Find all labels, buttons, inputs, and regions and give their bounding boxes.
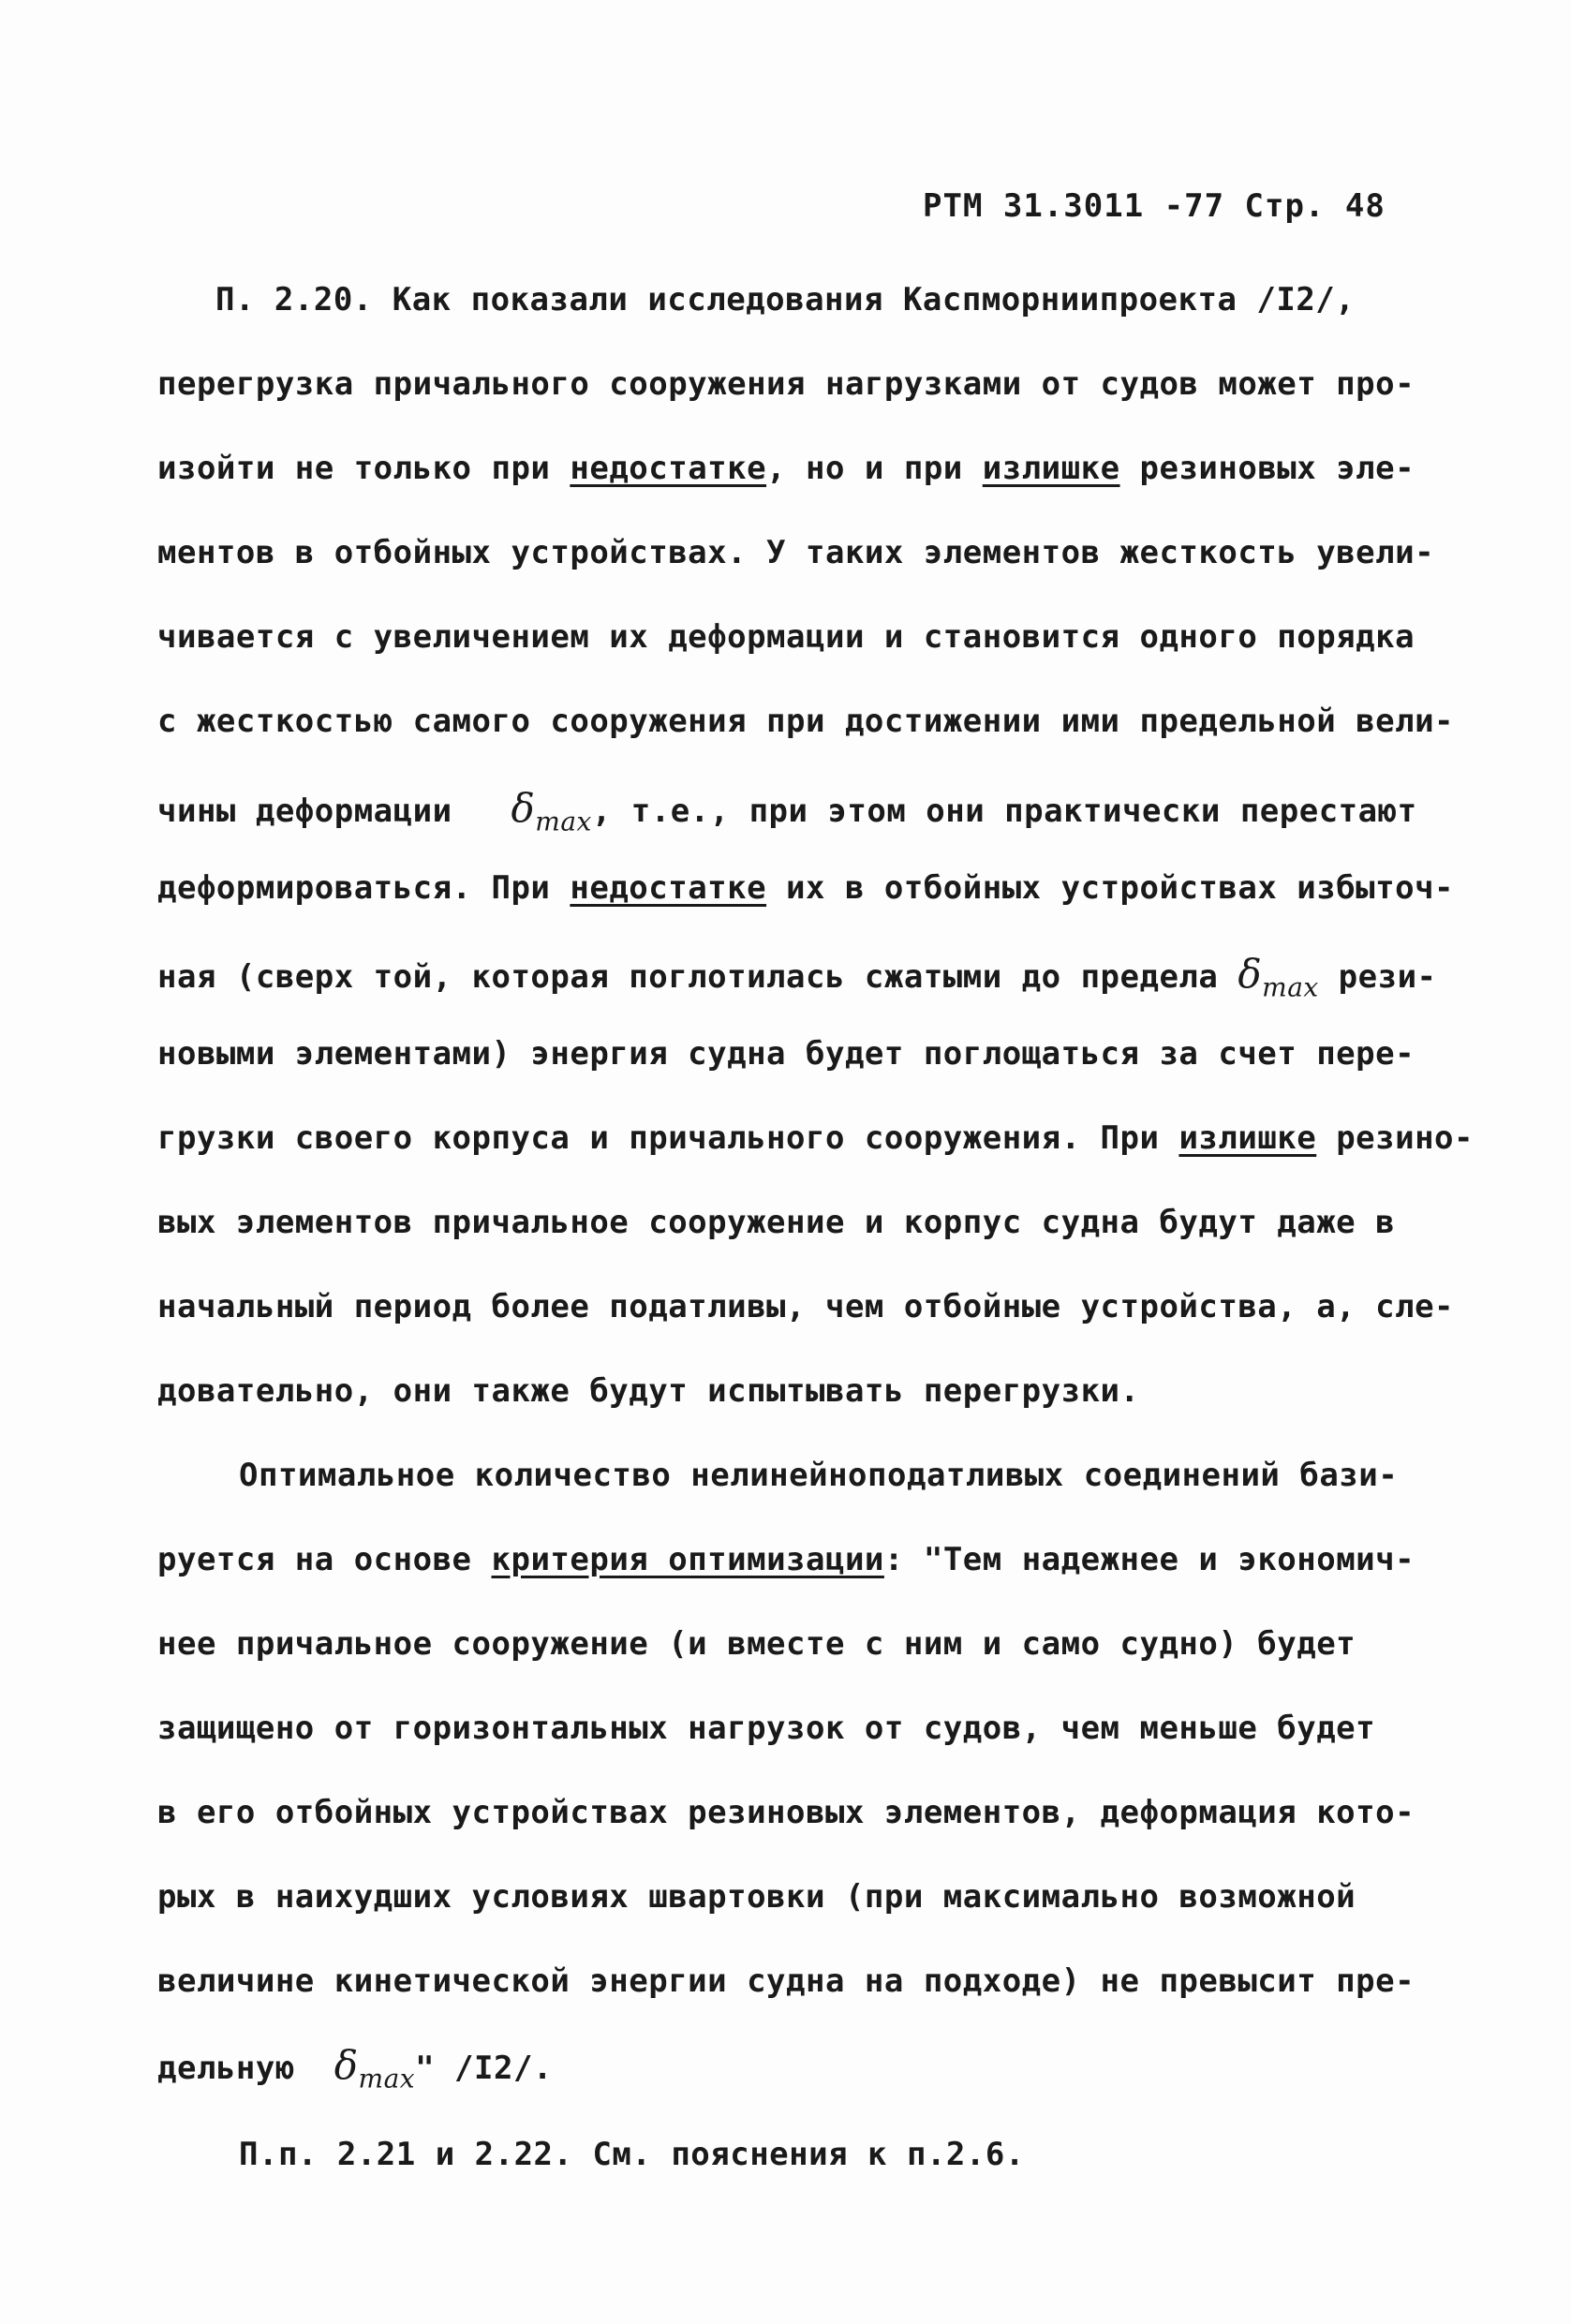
delta-max-symbol: $\delta_{max}$ xyxy=(333,2042,416,2095)
para2-line: величине кинетической энергии судна на подходе) не превысит пре- xyxy=(157,1962,1415,2000)
para2-line: руется на основе критерия оптимизации: "Тем надежнее и экономич- xyxy=(157,1541,1415,1578)
para1-line: довательно, они также будут испытывать перегрузки. xyxy=(157,1372,1140,1410)
para1-line: вых элементов причальное сооружение и корпус судна будут даже в xyxy=(157,1204,1396,1241)
para2-line: в его отбойных устройствах резиновых элементов, деформация кото- xyxy=(157,1794,1415,1831)
para1-line: деформироваться. При недостатке их в отбойных устройствах избыточ- xyxy=(157,869,1455,907)
underlined-term: недостатке xyxy=(570,869,767,907)
para1-line: П. 2.20. Как показали исследования Каспморниипроекта /I2/, xyxy=(215,281,1356,318)
para1-line: начальный период более податливы, чем отбойные устройства, а, сле- xyxy=(157,1288,1455,1325)
para2-line: рых в наихудших условиях швартовки (при максимально возможной xyxy=(157,1878,1356,1916)
delta-max-symbol: $\delta_{max}$ xyxy=(1238,951,1319,1003)
para1-line: перегрузка причального сооружения нагрузками от судов может про- xyxy=(157,365,1415,403)
para2-line: защищено от горизонтальных нагрузок от судов, чем меньше будет xyxy=(157,1710,1376,1747)
underlined-term: критерия оптимизации xyxy=(491,1541,884,1578)
para1-line: чины деформации $\delta_{max}$, т.е., при этом они практически перестают xyxy=(157,785,1417,837)
para2-line: нее причальное сооружение (и вместе с ним и само судно) будет xyxy=(157,1625,1356,1663)
underlined-term: излишке xyxy=(982,450,1120,487)
page-header: РТМ 31.3011 -77 Стр. 48 xyxy=(923,187,1386,225)
delta-max-symbol: $\delta_{max}$ xyxy=(511,785,592,837)
para3-line: П.п. 2.21 и 2.22. См. пояснения к п.2.6. xyxy=(239,2136,1025,2173)
para2-line: дельную $\delta_{max}$" /I2/. xyxy=(157,2042,553,2095)
para1-line: грузки своего корпуса и причального сооружения. При излишке резино- xyxy=(157,1119,1474,1157)
para1-line: с жесткостью самого сооружения при достижении ими предельной вели- xyxy=(157,703,1455,740)
underlined-term: недостатке xyxy=(570,450,767,487)
para1-line: новыми элементами) энергия судна будет поглощаться за счет пере- xyxy=(157,1035,1415,1073)
para1-line: чивается с увеличением их деформации и становится одного порядка xyxy=(157,618,1415,656)
underlined-term: излишке xyxy=(1178,1119,1317,1157)
para1-line: изойти не только при недостатке, но и при излишке резиновых эле- xyxy=(157,450,1415,487)
para1-line: ментов в отбойных устройствах. У таких элементов жесткость увели- xyxy=(157,534,1435,571)
para1-line: ная (сверх той, которая поглотилась сжатыми до предела $\delta_{max}$ рези- xyxy=(157,951,1437,1003)
para2-line: Оптимальное количество нелинейноподатливых соединений бази- xyxy=(239,1457,1399,1494)
